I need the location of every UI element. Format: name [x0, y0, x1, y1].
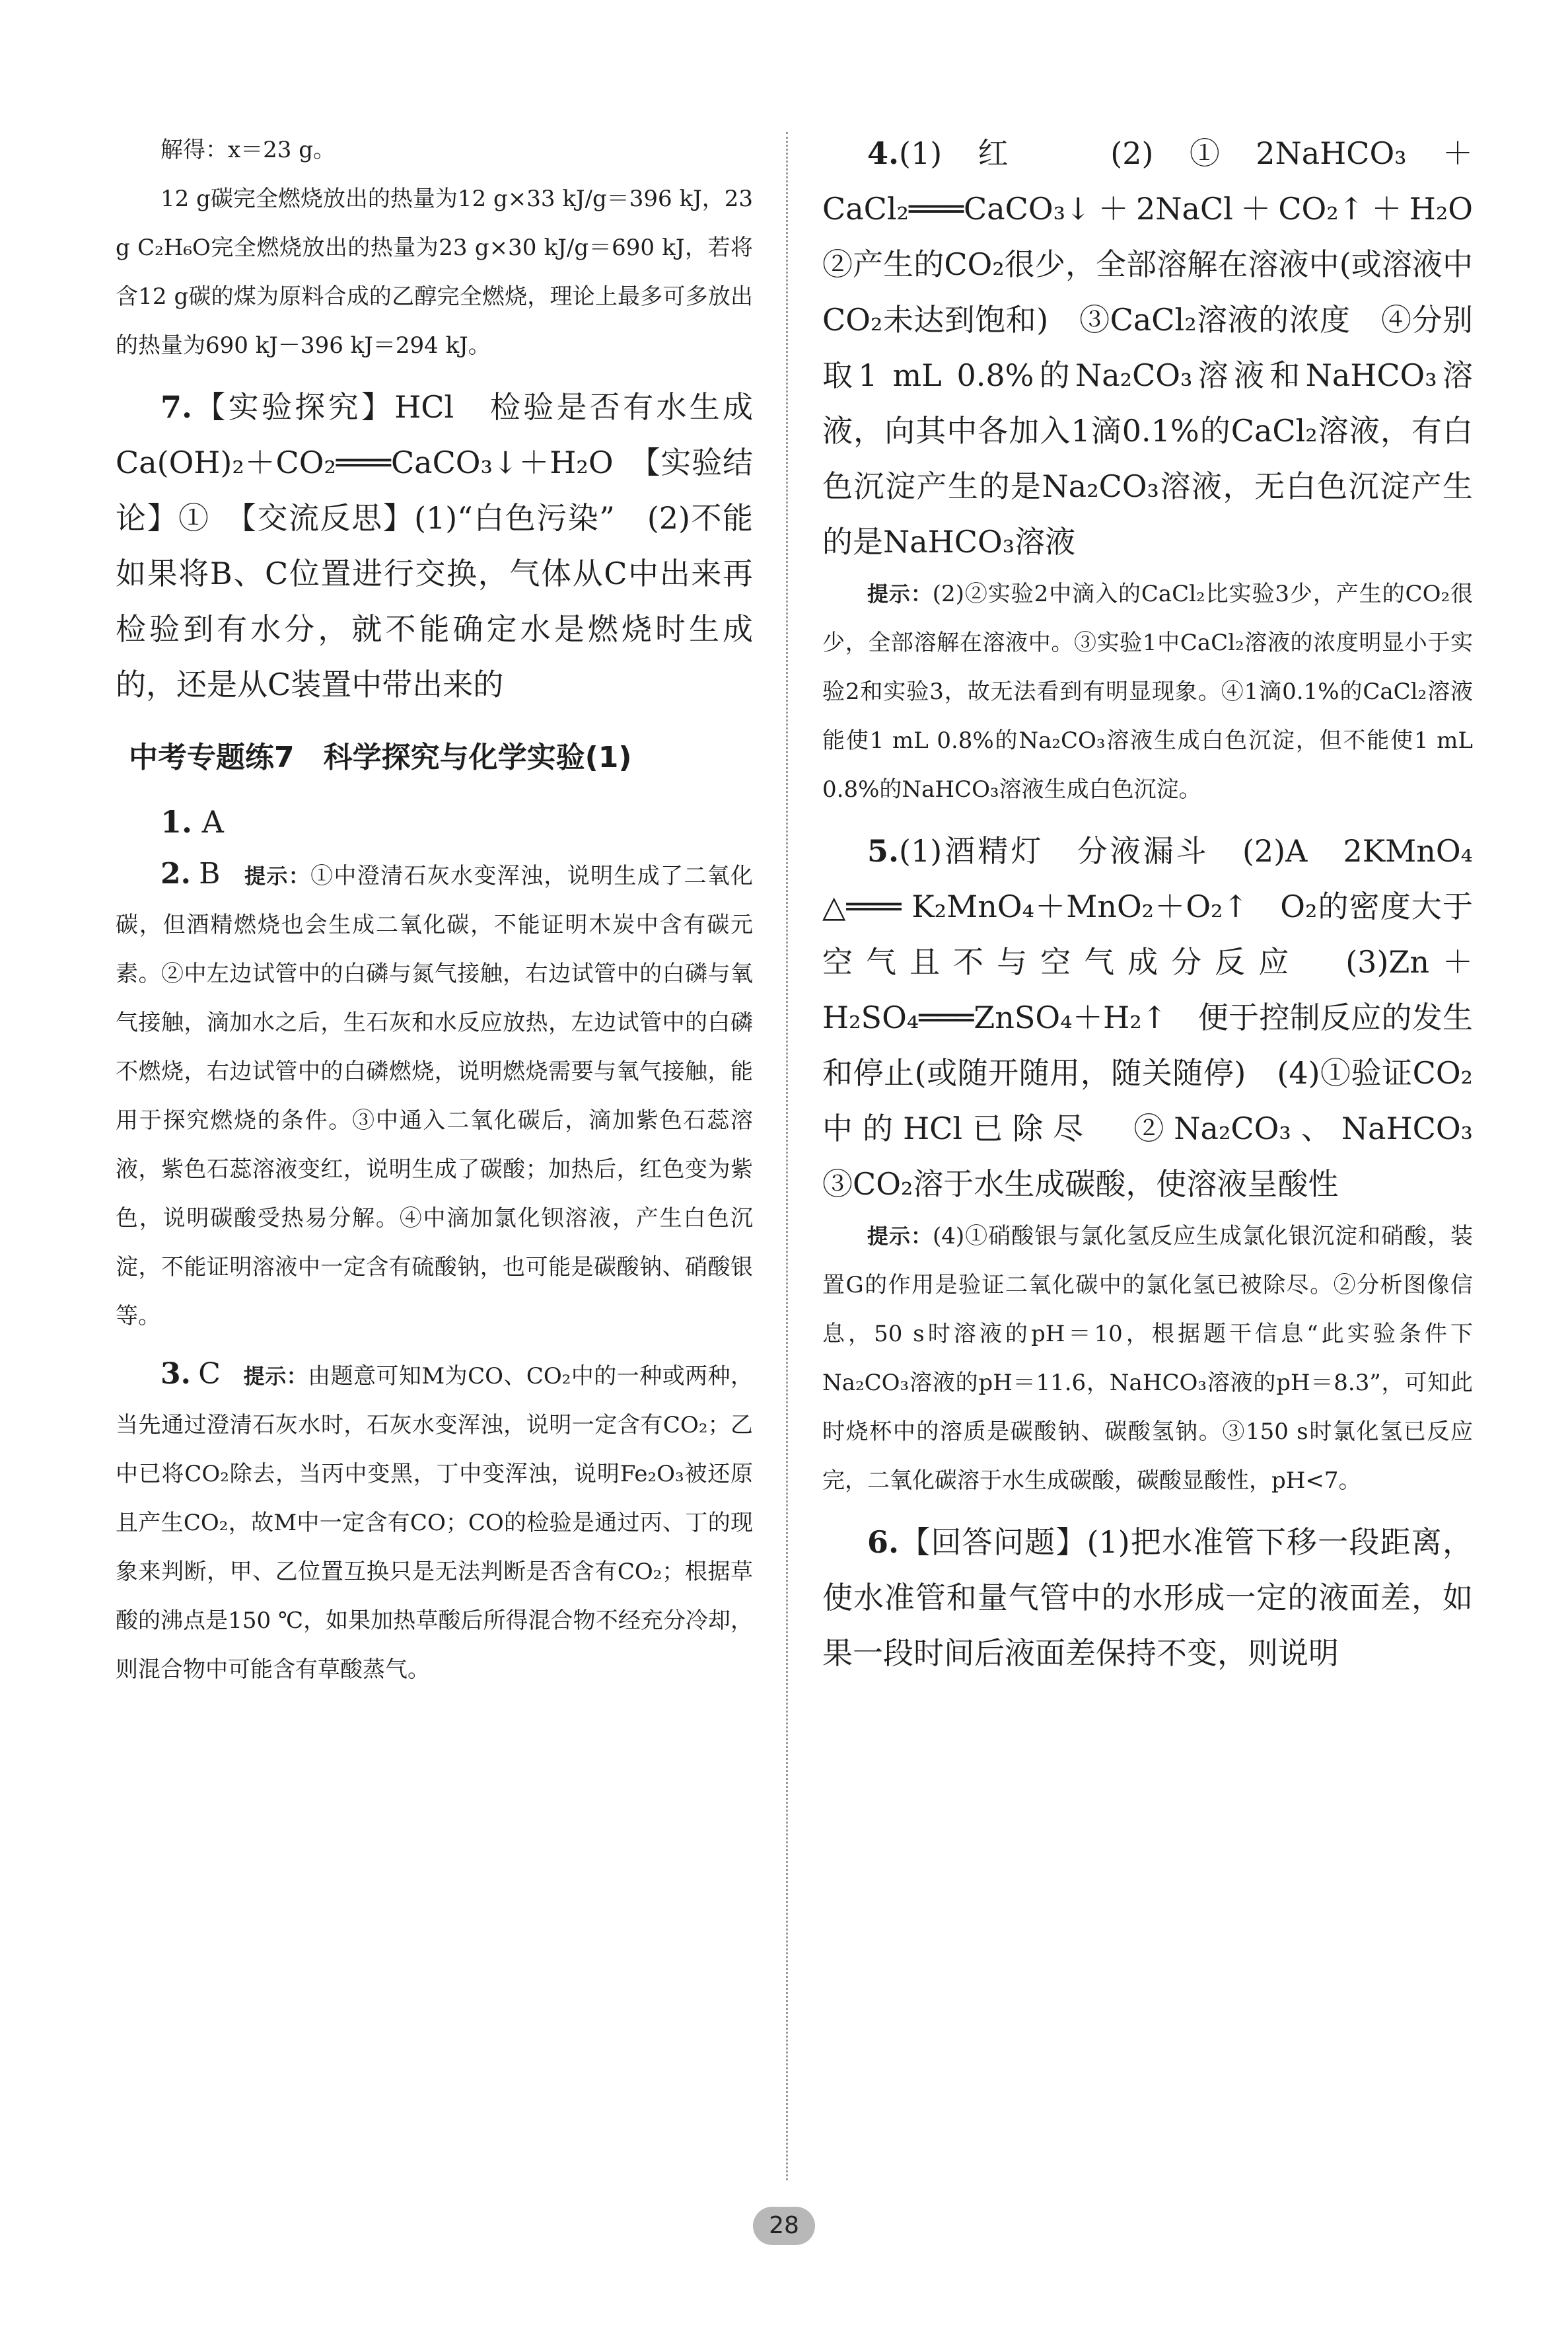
calc-result: 解得：x＝23 g。 — [160, 137, 336, 163]
answer-text: (1)红 (2)①2NaHCO₃＋CaCl₂═══CaCO₃↓＋2NaCl＋CO₂↑＋H₂O ②产生的CO₂很少，全部溶解在溶液中(或溶液中CO₂未达到饱和) ③CaCl₂溶液的浓度 ④分别取1 mL 0.8%的Na₂CO₃溶液和NaHCO₃溶液，向其中各加入1滴0.1%的CaCl₂溶液，有白色沉淀产生的是Na₂CO₃溶液，无白色沉淀产生的是NaHCO₃溶液 — [822, 135, 1503, 560]
question-number: 5. — [867, 833, 900, 869]
tip-text: 由题意可知M为CO、CO₂中的一种或两种，当先通过澄清石灰水时，石灰水变浑浊，说明一定含有CO₂；乙中已将CO₂除去，当丙中变黑，丁中变浑浊，说明Fe₂O₃被还原且产生CO₂，故M中一定含有CO；CO的检验是通过丙、丁的现象来判断，甲、乙位置互换只是无法判断是否含有CO₂；根据草酸的沸点是150 ℃，如果加热草酸后所得混合物不经充分冷却，则混合物中可能含有草酸蒸气。 — [116, 1363, 753, 1683]
tip-label: 提示： — [867, 581, 933, 607]
answer-text: A — [201, 804, 224, 840]
tip-text: (2)②实验2中滴入的CaCl₂比实验3少，产生的CO₂很少，全部溶解在溶液中。③实验1中CaCl₂溶液的浓度明显小于实验2和实验3，故无法看到有明显现象。④1滴0.1%的CaCl₂溶液能使1 mL 0.8%的Na₂CO₃溶液生成白色沉淀，但不能使1 mL 0.8%的NaHCO₃溶液生成白色沉淀。 — [822, 581, 1473, 803]
tip-label: 提示： — [867, 1224, 933, 1249]
answer-text: 【实验探究】HCl 检验是否有水生成 Ca(OH)₂＋CO₂═══CaCO₃↓＋H₂O 【实验结论】① 【交流反思】(1)“白色污染” (2)不能 如果将B、C位置进行交换，气体从C中出来再检验到有水分，就不能确定水是燃烧时生成的，还是从C装置中带出来的 — [116, 389, 783, 702]
question-4 — [822, 126, 1503, 570]
tip-label: 提示： — [244, 864, 311, 889]
question-4-tip — [822, 570, 1473, 814]
answer-text: B — [199, 857, 221, 891]
question-number: 2. — [160, 857, 191, 891]
tip-text: ①中澄清石灰水变浑浊，说明生成了二氧化碳，但酒精燃烧也会生成二氧化碳，不能证明木炭中含有碳元素。②中左边试管中的白磷与氮气接触，右边试管中的白磷与氧气接触，滴加水之后，生石灰和水反应放热，左边试管中的白磷不燃烧，右边试管中的白磷燃烧，说明燃烧需要与氧气接触，能用于探究燃烧的条件。③中通入二氧化碳后，滴加紫色石蕊溶液，紫色石蕊溶液变红，说明生成了碳酸；加热后，红色变为紫色，说明碳酸受热易分解。④中滴加氯化钡溶液，产生白色沉淀，不能证明溶液中一定含有硫酸钠，也可能是碳酸钠、硝酸银等。 — [116, 863, 754, 1329]
question-5-tip — [822, 1212, 1473, 1505]
question-number: 1. — [160, 804, 193, 840]
answer-text: C — [198, 1357, 221, 1391]
question-5 — [822, 823, 1503, 1212]
question-number: 6. — [867, 1524, 900, 1560]
tip-text: (4)①硝酸银与氯化氢反应生成氯化银沉淀和硝酸，装置G的作用是验证二氧化碳中的氯化氢已被除尽。②分析图像信息，50 s时溶液的pH＝10，根据题干信息“此实验条件下Na₂CO₃溶液的pH＝11.6，NaHCO₃溶液的pH＝8.3”，可知此时烧杯中的溶质是碳酸钠、碳酸氢钠。③150 s时氯化氢已反应完，二氧化碳溶于水生成碳酸，碳酸显酸性，pH<7。 — [822, 1223, 1473, 1494]
question-1 — [116, 794, 753, 850]
column-divider — [786, 132, 788, 2180]
calc-heat: 12 g碳完全燃烧放出的热量为12 g×33 kJ/g＝396 kJ，23 g C₂H₆O完全燃烧放出的热量为23 g×30 kJ/g＝690 kJ，若将含12 g碳的煤为原料合成的乙醇完全燃烧，理论上最多可多放出的热量为690 kJ－396 kJ＝294 kJ。 — [116, 186, 753, 359]
question-7 — [116, 379, 783, 712]
page-number: 28 — [753, 2207, 815, 2245]
answer-text: 【回答问题】(1)把水准管下移一段距离，使水准管和量气管中的水形成一定的液面差，如果一段时间后液面差保持不变，则说明 — [822, 1524, 1473, 1671]
question-3 — [116, 1350, 753, 1694]
section-heading: 中考专题练7 科学探究与化学实验(1) — [129, 741, 632, 774]
tip-label: 提示： — [243, 1364, 308, 1389]
question-number: 7. — [160, 389, 193, 425]
question-6 — [822, 1514, 1473, 1681]
question-2 — [116, 850, 753, 1341]
left-column — [116, 126, 783, 1694]
answer-text: (1)酒精灯 分液漏斗 (2)A 2KMnO₄ △═══ K₂MnO₄＋MnO₂＋O₂↑ O₂的密度大于空气且不与空气成分反应 (3)Zn＋H₂SO₄═══ZnSO₄＋H₂↑ 便于控制反应的发生和停止(或随开随用，随关随停) (4)①验证CO₂中的HCl已除尽 ②Na₂CO₃、NaHCO₃ ③CO₂溶于水生成碳酸，使溶液呈酸性 — [822, 833, 1503, 1202]
question-number: 3. — [160, 1357, 191, 1391]
right-column — [822, 126, 1503, 1681]
question-number: 4. — [867, 135, 900, 171]
